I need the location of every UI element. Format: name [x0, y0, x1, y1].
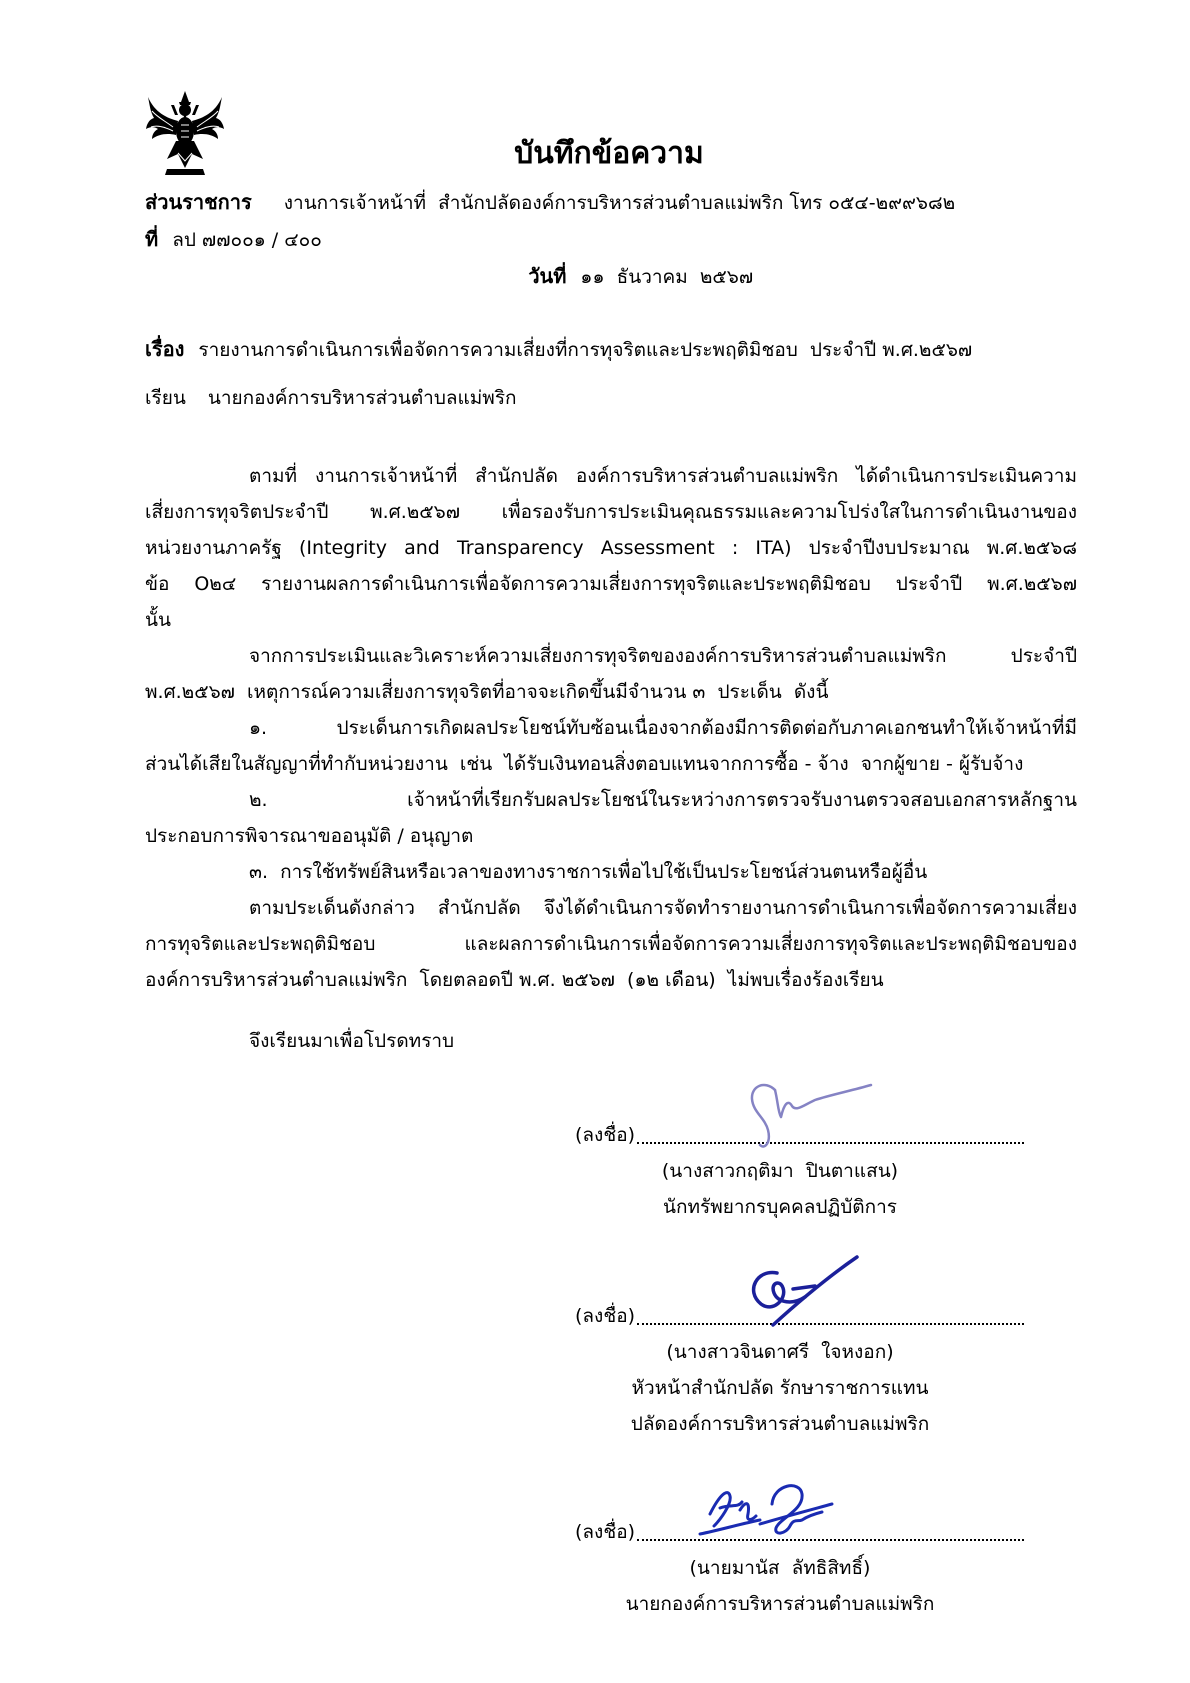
paragraph-3-line: องค์การบริหารส่วนตำบลแม่พริก โดยตลอดปี พ.ศ. ๒๕๖๗ (๑๒ เดือน) ไม่พบเรื่องร้องเรียน	[145, 969, 884, 991]
signature-line	[575, 1514, 1024, 1550]
item-3-line: ๓. การใช้ทรัพย์สินหรือเวลาของทางราชการเพื่อไปใช้เป็นประโยชน์ส่วนตนหรือผู้อื่น	[249, 861, 928, 883]
item-1-line: ส่วนได้เสียในสัญญาที่ทำกับหน่วยงาน เช่น ได้รับเงินทอนสิ่งตอบแทนจากการซื้อ - จ้าง จากผู้ขาย - ผู้รับจ้าง	[145, 753, 1024, 775]
reference-label: ที่	[145, 227, 159, 251]
paragraph-1-line: ตามที่ งานการเจ้าหน้าที่ สำนักปลัด องค์การบริหารส่วนตำบลแม่พริก ได้ดำเนินการประเมินความ	[249, 465, 1077, 487]
reference-group	[145, 221, 480, 258]
sign-label: (ลงชื่อ)	[575, 1124, 636, 1146]
signature-1-image	[735, 1072, 875, 1152]
date-value: ๑๑ ธันวาคม ๒๕๖๗	[580, 266, 754, 288]
signature-line	[575, 1298, 1024, 1334]
salutation-line	[145, 380, 1077, 416]
signature-3-strokes	[700, 1486, 832, 1534]
subject-label: เรื่อง	[145, 337, 185, 361]
signatory-position: หัวหน้าสำนักปลัด รักษาราชการแทน	[631, 1377, 929, 1399]
item-1-line: ๑. ประเด็นการเกิดผลประโยชน์ทับซ้อนเนื่องจากต้องมีการติดต่อกับภาคเอกชนทำให้เจ้าหน้าที่มี	[249, 717, 1077, 739]
agency-label: ส่วนราชการ	[145, 190, 252, 214]
paragraph-2-line: พ.ศ.๒๕๖๗ เหตุการณ์ความเสี่ยงการทุจริตที่อาจจะเกิดขึ้นมีจำนวน ๓ ประเด็น ดังนี้	[145, 681, 829, 703]
signature-2-image	[735, 1253, 865, 1328]
signatory-position: ปลัดองค์การบริหารส่วนตำบลแม่พริก	[630, 1413, 930, 1435]
garuda-emblem-icon	[145, 91, 225, 177]
closing-line: จึงเรียนมาเพื่อโปรดทราบ	[249, 1030, 455, 1052]
signatory-position: นายกองค์การบริหารส่วนตำบลแม่พริก	[625, 1593, 935, 1615]
reference-value: ลป ๗๗๐๐๑ / ๔๐๐	[172, 229, 322, 251]
agency-line	[145, 184, 1077, 221]
signature-3-image	[690, 1474, 840, 1549]
paragraph-1-line: ข้อ O๒๔ รายงานผลการดำเนินการเพื่อจัดการความเสี่ยงการทุจริตและประพฤติมิชอบ ประจำปี พ.ศ.๒๕๖๗	[145, 573, 1077, 595]
paragraph-2-line: จากการประเมินและวิเคราะห์ความเสี่ยงการทุจริตขององค์การบริหารส่วนตำบลแม่พริก ประจำปี	[249, 645, 1077, 667]
signatory-name: (นางสาวจินดาศรี ใจหงอก)	[666, 1341, 894, 1363]
item-2-line: ประกอบการพิจารณาขออนุมัติ / อนุญาต	[145, 825, 474, 847]
subject-line	[145, 331, 1077, 368]
date-group	[480, 222, 753, 331]
sign-label: (ลงชื่อ)	[575, 1305, 636, 1327]
agency-value: งานการเจ้าหน้าที่ สำนักปลัดองค์การบริหารส่วนตำบลแม่พริก โทร ๐๕๔-๒๙๙๖๘๒	[283, 192, 956, 214]
signatory-name: (นางสาวกฤติมา ปินตาแสน)	[661, 1160, 899, 1182]
memo-content	[145, 184, 1077, 1622]
signature-2-strokes	[754, 1257, 857, 1325]
paragraph-1-line: เสี่ยงการทุจริตประจำปี พ.ศ.๒๕๖๗ เพื่อรองรับการประเมินคุณธรรมและความโปร่งใสในการดำเนินงานของ	[145, 501, 1077, 523]
salutation-value: นายกองค์การบริหารส่วนตำบลแม่พริก	[207, 387, 517, 409]
signature-line	[575, 1117, 1024, 1153]
salutation-label: เรียน	[145, 387, 186, 409]
document-title: บันทึกข้อความ	[514, 136, 704, 171]
paragraph-1-line: นั้น	[145, 609, 171, 631]
signatory-name: (นายมานัส ลัทธิสิทธิ์)	[689, 1557, 871, 1579]
date-label: วันที่	[528, 264, 567, 288]
sign-label: (ลงชื่อ)	[575, 1521, 636, 1543]
paragraph-3-line: การทุจริตและประพฤติมิชอบ และผลการดำเนินการเพื่อจัดการความเสี่ยงการทุจริตและประพฤติมิชอบของ	[145, 933, 1077, 955]
signature-1-strokes	[752, 1085, 871, 1147]
subject-value: รายงานการดำเนินการเพื่อจัดการความเสี่ยงที่การทุจริตและประพฤติมิชอบ ประจำปี พ.ศ.๒๕๖๗	[198, 339, 973, 361]
paragraph-3-line: ตามประเด็นดังกล่าว สำนักปลัด จึงได้ดำเนินการจัดทำรายงานการดำเนินการเพื่อจัดการความเสี่ยง	[249, 897, 1077, 919]
item-2-line: ๒. เจ้าหน้าที่เรียกรับผลประโยชน์ในระหว่างการตรวจรับงานตรวจสอบเอกสารหลักฐาน	[249, 789, 1077, 811]
signatory-position: นักทรัพยากรบุคคลปฏิบัติการ	[663, 1196, 897, 1218]
paragraph-1-line: หน่วยงานภาครัฐ (Integrity and Transparency Assessment : ITA) ประจำปีงบประมาณ พ.ศ.๒๕๖๘	[145, 537, 1077, 559]
reference-line	[145, 221, 1077, 331]
